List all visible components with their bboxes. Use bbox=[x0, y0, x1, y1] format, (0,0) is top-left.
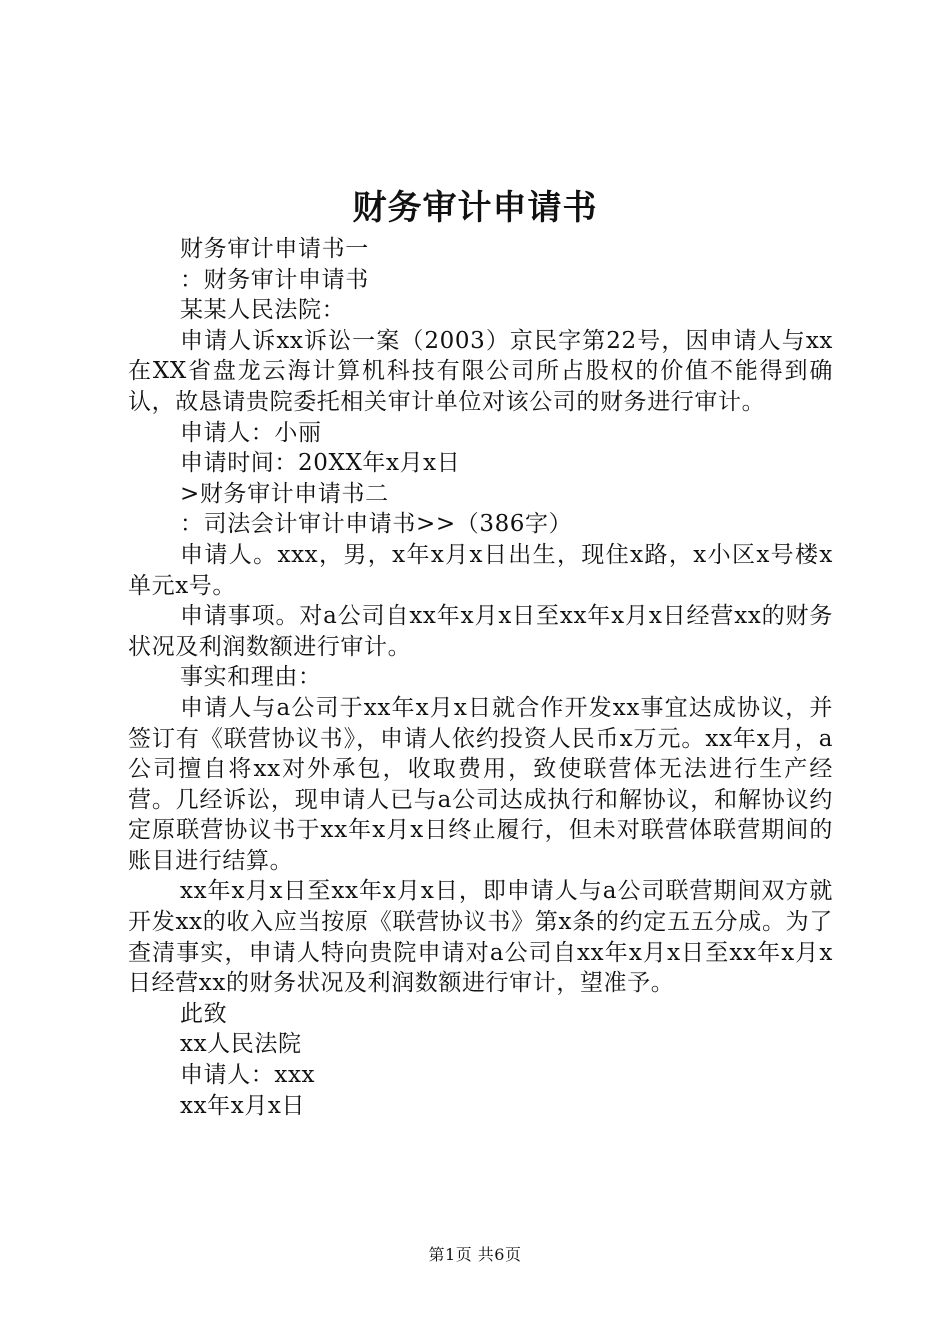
document-body bbox=[128, 234, 833, 1121]
paragraph-addressee: 某某人民法院： bbox=[180, 297, 346, 324]
paragraph-facts-heading: 事实和理由： bbox=[180, 664, 322, 691]
paragraph-applicant-info: 申请人。xxx，男，x年x月x日出生，现住x路，x小区x号楼x单元x号。 bbox=[128, 541, 833, 599]
paragraph-court: xx人民法院 bbox=[180, 1031, 302, 1058]
paragraph-date: xx年x月x日 bbox=[180, 1092, 306, 1119]
paragraph-request-items: 申请事项。对a公司自xx年x月x日至xx年x月x日经营xx的财务状况及利润数额进行审计。 bbox=[128, 603, 833, 660]
paragraph-heading-one: 财务审计申请书一 bbox=[180, 236, 369, 262]
paragraph-subtitle-one: ：财务审计申请书 bbox=[180, 266, 369, 293]
page-number: 第1页 共6页 bbox=[428, 1245, 522, 1264]
document-title: 财务审计申请书 bbox=[352, 188, 598, 228]
paragraph-salutation: 此致 bbox=[180, 1000, 228, 1027]
paragraph-application-date: 申请时间：20XX年x月x日 bbox=[180, 450, 461, 477]
paragraph-subtitle-two: ：司法会计审计申请书>>（386字） bbox=[180, 511, 573, 538]
paragraph-facts-one: 申请人与a公司于xx年x月x日就合作开发xx事宜达成协议，并签订有《联营协议书》，申请人依约投资人民币x万元。xx年x月，a公司擅自将xx对外承包，收取费用，致使联营体无法进行生产经营。几经诉讼，现申请人已与a公司达成执行和解协议，和解协议约定原联营协议书于xx年x月x日终止履行，但未对联营体联营期间的账目进行结算。 bbox=[128, 694, 833, 874]
paragraph-request-body: 申请人诉xx诉讼一案（2003）京民字第22号，因申请人与xx在XX省盘龙云海计算机科技有限公司所占股权的价值不能得到确认，故恳请贵院委托相关审计单位对该公司的财务进行审计。 bbox=[128, 327, 833, 415]
paragraph-signature: 申请人：xxx bbox=[180, 1062, 316, 1089]
paragraph-facts-two: xx年x月x日至xx年x月x日，即申请人与a公司联营期间双方就开发xx的收入应当按原《联营协议书》第x条的约定五五分成。为了查清事实，申请人特向贵院申请对a公司自xx年x月x日至xx年x月x日经营xx的财务状况及利润数额进行审计，望准予。 bbox=[128, 878, 833, 997]
paragraph-applicant: 申请人：小丽 bbox=[180, 419, 322, 446]
paragraph-heading-two: >财务审计申请书二 bbox=[180, 480, 389, 507]
